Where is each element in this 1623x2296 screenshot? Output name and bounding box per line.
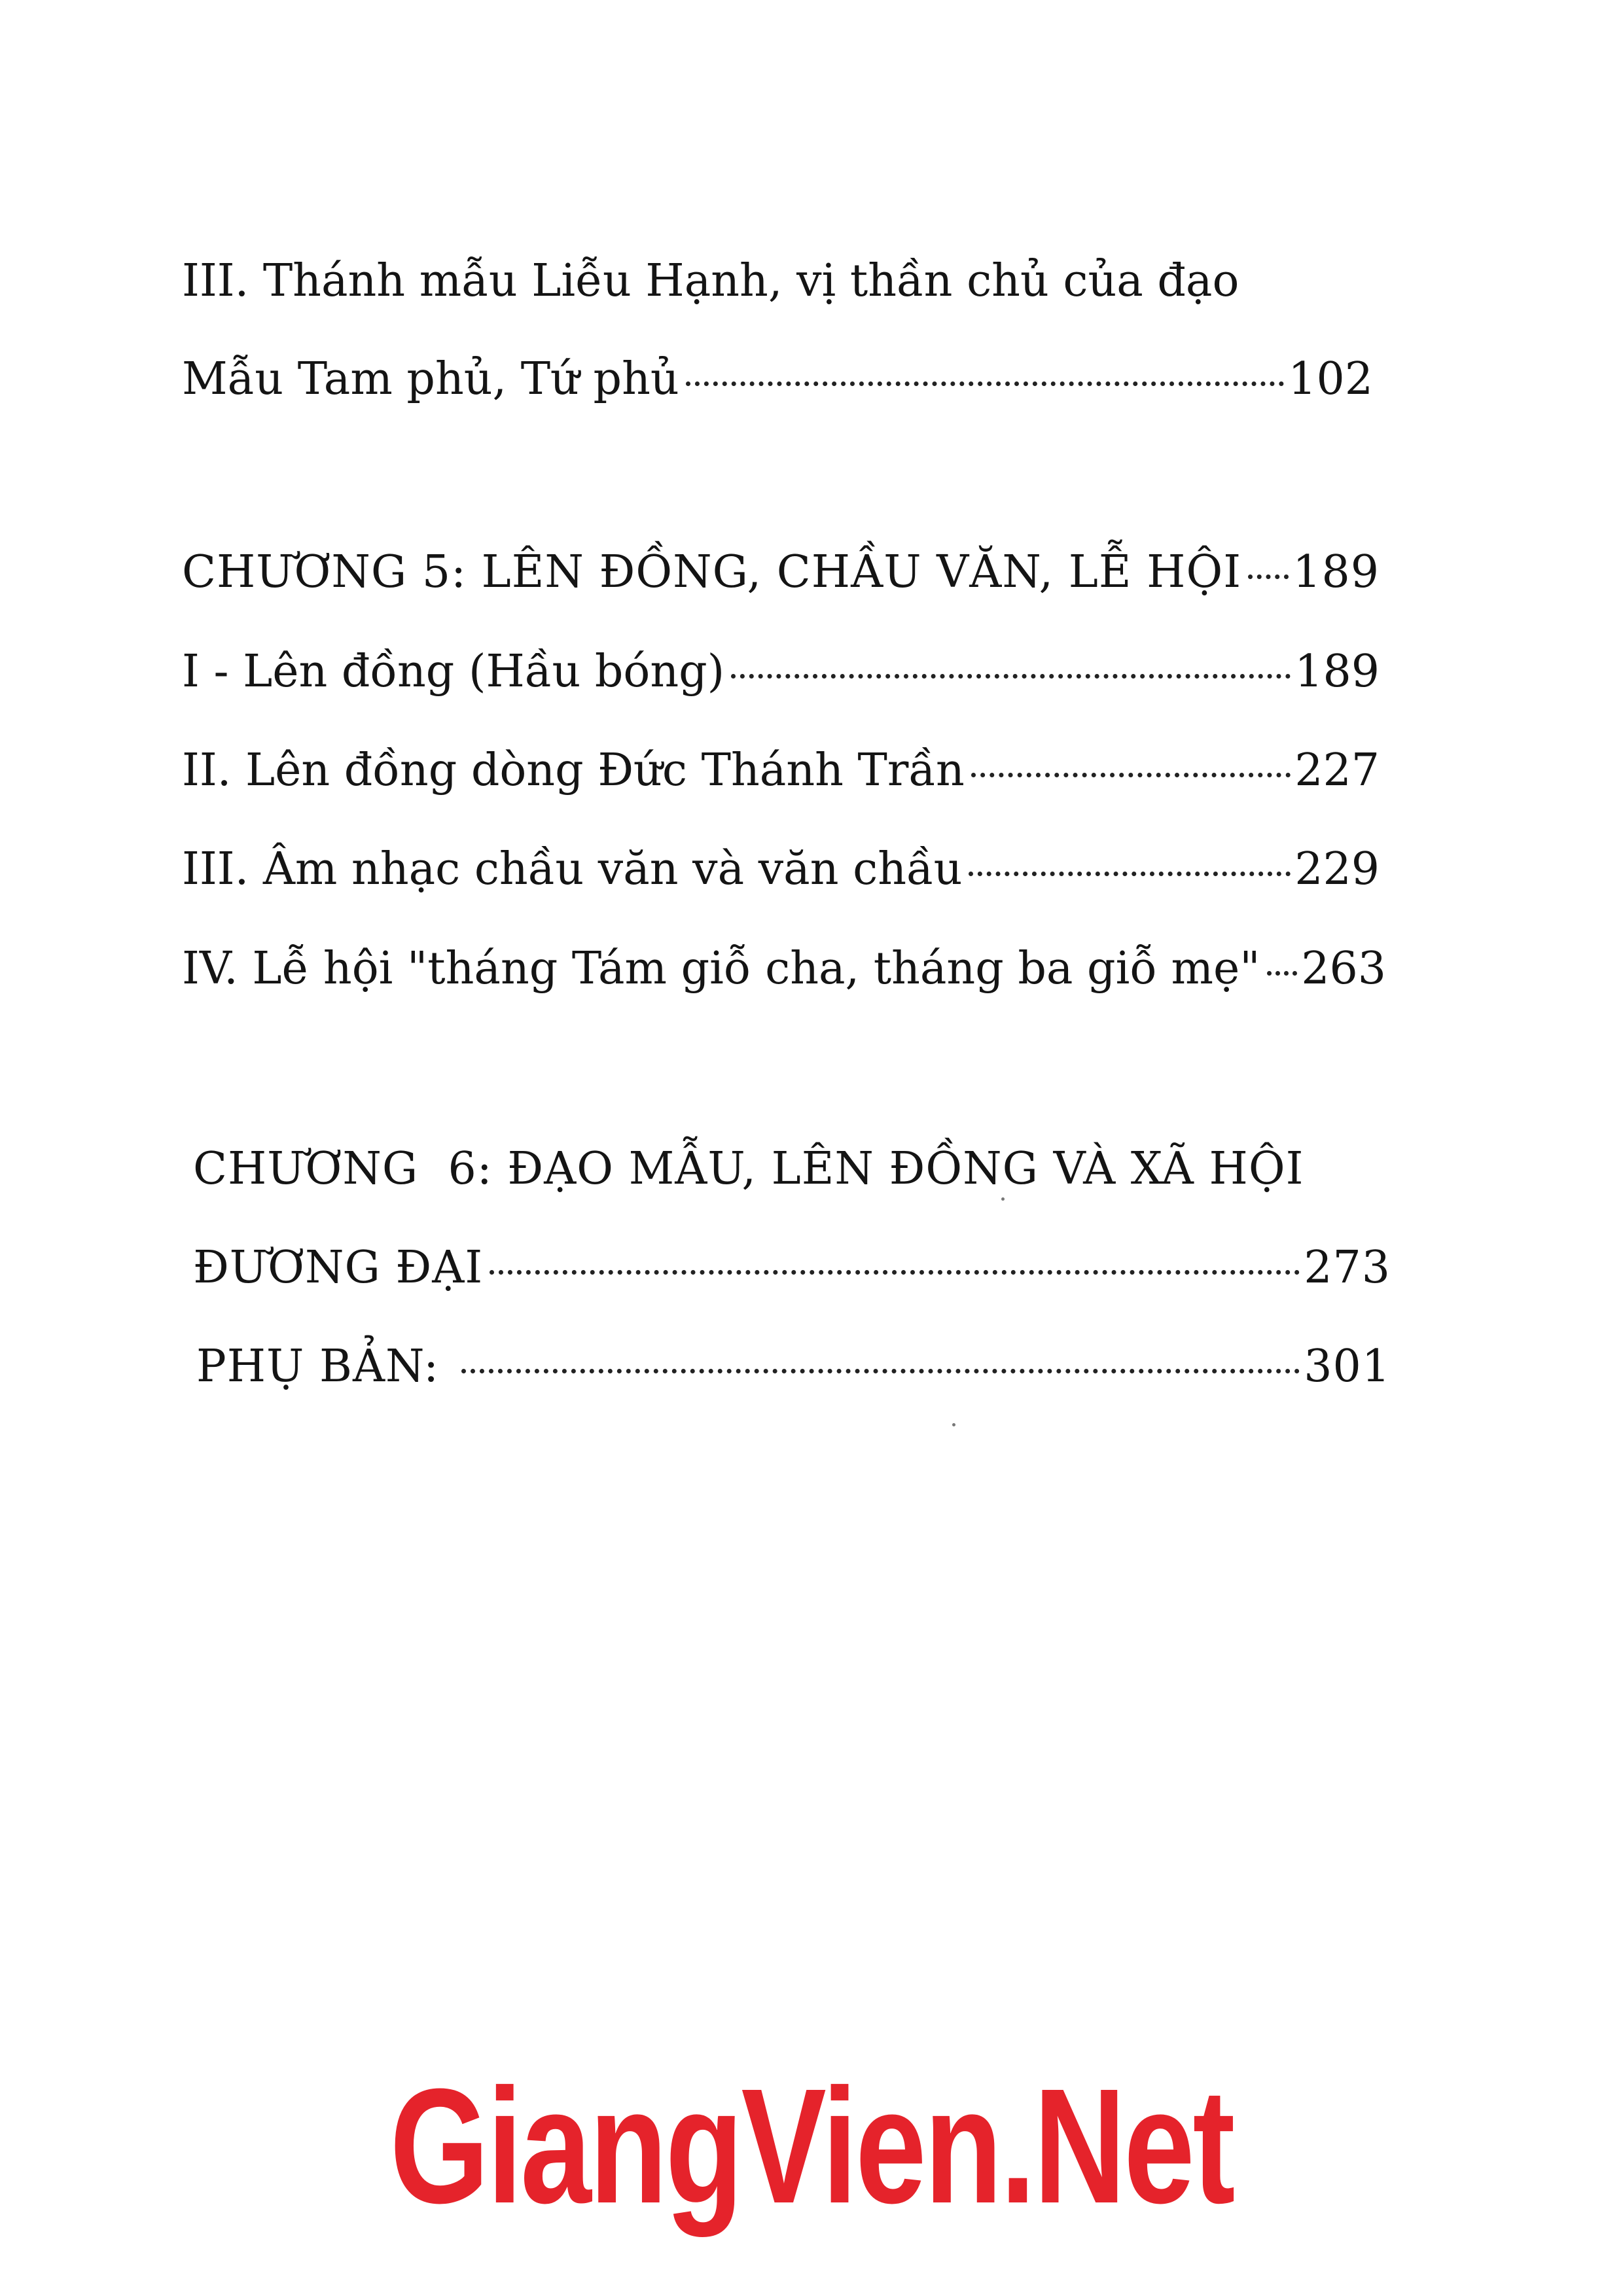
toc-appendix: [196, 1337, 1391, 1396]
watermark-logo: GiangVien.Net: [389, 2055, 1234, 2237]
toc-entry-label: Mẫu Tam phủ, Tứ phủ: [182, 353, 679, 405]
dot-leader: [971, 773, 1291, 777]
dot-leader: [969, 872, 1291, 876]
scan-speck: [1001, 1197, 1005, 1201]
toc-appendix-label: PHỤ BẢN:: [196, 1341, 440, 1392]
toc-entry-label: IV. Lễ hội "tháng Tám giỗ cha, tháng ba giỗ mẹ": [182, 943, 1260, 995]
toc-entry-label: I - Lên đồng (Hầu bóng): [182, 646, 725, 698]
dot-leader: [731, 674, 1291, 679]
toc-entry-lieu-hanh-line2: [182, 350, 1373, 409]
toc-page-number: 189: [1293, 546, 1380, 598]
dot-leader: [490, 1270, 1300, 1275]
toc-entry-lieu-hanh-line1: [182, 252, 1373, 311]
toc-page-number: 227: [1294, 745, 1380, 796]
dot-leader: [461, 1369, 1300, 1373]
toc-entry: [182, 643, 1380, 701]
scan-speck: [952, 1423, 955, 1426]
toc-chapter-title: CHƯƠNG 6: ĐẠO MẪU, LÊN ĐỒNG VÀ XÃ HỘI: [193, 1143, 1304, 1195]
toc-page-number: 229: [1294, 843, 1380, 895]
toc-entry: [182, 940, 1386, 998]
dot-leader: [686, 381, 1285, 386]
toc-chapter-title: ĐƯƠNG ĐẠI: [193, 1242, 484, 1294]
toc-entry-label: II. Lên đồng dòng Đức Thánh Trần: [182, 745, 965, 796]
toc-entry-label: III. Âm nhạc chầu văn và văn chầu: [182, 843, 963, 895]
toc-chapter-title: CHƯƠNG 5: LÊN ĐỒNG, CHẦU VĂN, LỄ HỘI: [182, 546, 1242, 598]
toc-chapter-5: [182, 543, 1380, 602]
toc-entry: [182, 840, 1380, 899]
toc-entry: [182, 741, 1380, 800]
toc-entry-label: III. Thánh mẫu Liễu Hạnh, vị thần chủ của đạo: [182, 255, 1240, 307]
toc-page-number: 263: [1301, 943, 1386, 995]
dot-leader: [1267, 971, 1298, 976]
dot-leader: [1248, 574, 1289, 579]
toc-page-number: 102: [1288, 353, 1373, 405]
toc-page-number: 273: [1304, 1242, 1391, 1294]
toc-chapter-6-line1: [193, 1140, 1391, 1199]
toc-page-number: 301: [1304, 1341, 1391, 1392]
toc-chapter-6-line2: [193, 1239, 1391, 1298]
toc-page-number: 189: [1294, 646, 1380, 698]
